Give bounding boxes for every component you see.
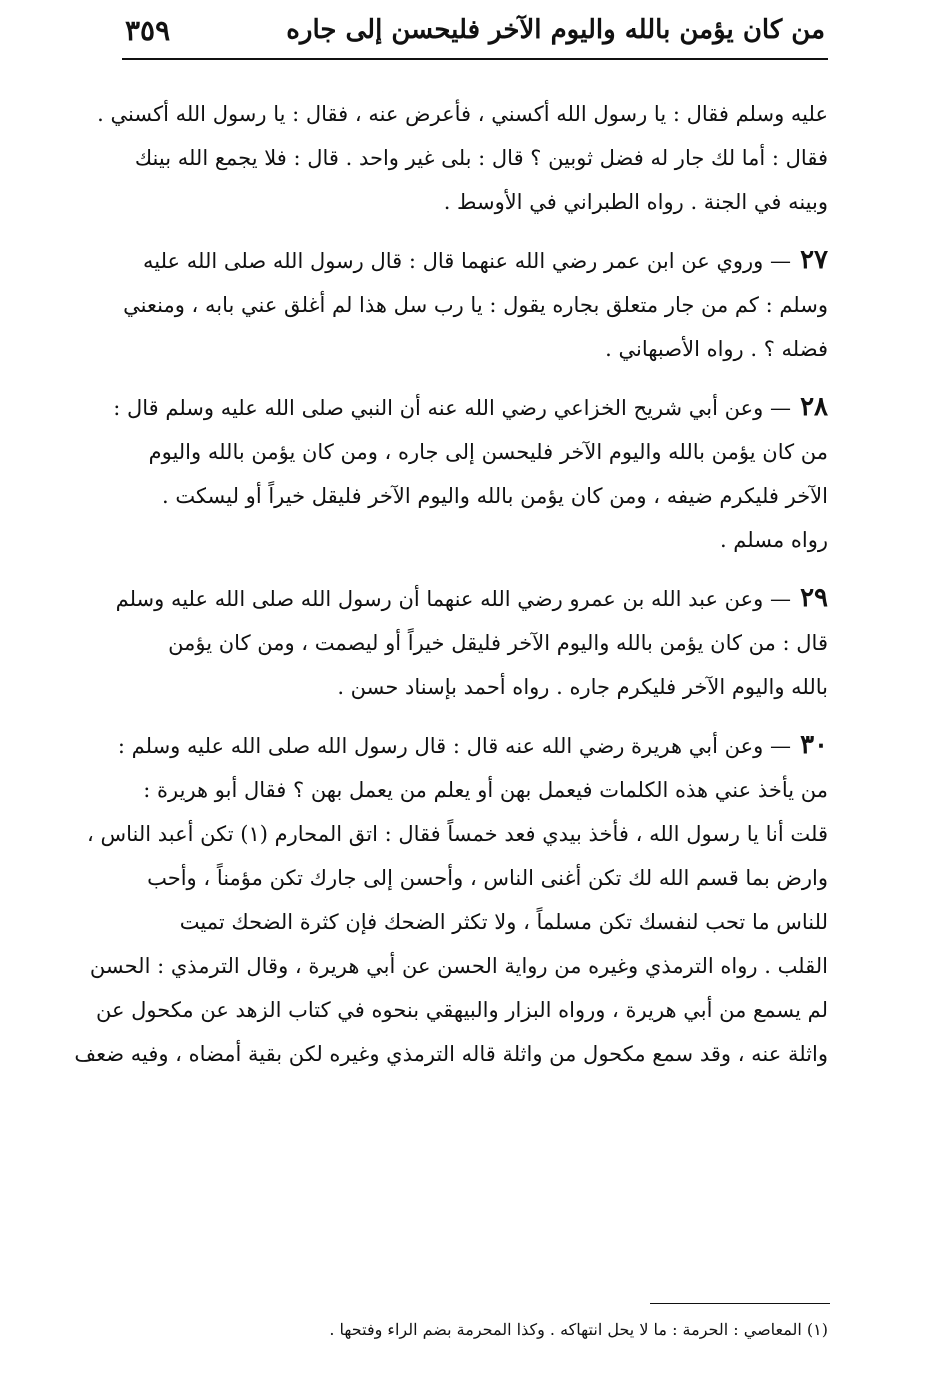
line-text: واثلة عنه ، وقد سمع مكحول من واثلة قاله الترمذي وغيره لكن بقية أمضاه ، وفيه ضعف xyxy=(74,1042,828,1066)
text-line xyxy=(115,576,828,621)
page-number: ٣٥٩ xyxy=(125,13,171,47)
line-text: فضله ؟ . رواه الأصبهاني . xyxy=(605,337,828,361)
line-text: — وعن أبي شريح الخزاعي رضي الله عنه أن النبي صلى الله عليه وسلم قال : xyxy=(113,396,791,420)
text-line xyxy=(122,180,828,224)
line-text: وارض بما قسم الله لك تكن أغنى الناس ، وأحسن إلى جارك تكن مؤمناً ، وأحب xyxy=(147,866,828,890)
text-line xyxy=(95,988,828,1032)
text-line xyxy=(122,665,828,709)
text-line xyxy=(74,1032,828,1076)
footnote: (١) المعاصي : الحرمة : ما لا يحل انتهاكه . وكذا المحرمة بضم الراء وفتحها . xyxy=(329,1320,828,1339)
line-text: وبينه في الجنة . رواه الطبراني في الأوسط . xyxy=(443,190,828,214)
text-line xyxy=(122,621,828,665)
line-text: للناس ما تحب لنفسك تكن مسلماً ، ولا تكثر الضحك فإن كثرة الضحك تميت xyxy=(179,910,828,934)
footnote-rule xyxy=(650,1303,830,1304)
running-title: من كان يؤمن بالله واليوم الآخر فليحسن إلى جاره xyxy=(286,15,825,45)
text-line xyxy=(122,136,828,180)
line-text: — وعن أبي هريرة رضي الله عنه قال : قال رسول الله صلى الله عليه وسلم : xyxy=(117,734,791,758)
text-line xyxy=(97,92,828,136)
line-text: قلت أنا يا رسول الله ، فأخذ بيدي فعد خمساً فقال : اتق المحارم (١) تكن أعبد الناس ، xyxy=(87,822,828,846)
line-text: لم يسمع من أبي هريرة ، ورواه البزار والبيهقي بنحوه في كتاب الزهد عن مكحول عن xyxy=(95,998,828,1022)
line-text: رواه مسلم . xyxy=(719,528,828,552)
text-line xyxy=(117,723,828,768)
text-line xyxy=(122,856,828,900)
main-text xyxy=(74,92,828,1090)
text-line xyxy=(87,812,828,856)
line-text: قال : من كان يؤمن بالله واليوم الآخر فليقل خيراً أو ليصمت ، ومن كان يؤمن xyxy=(168,631,828,655)
text-line xyxy=(122,518,828,562)
line-text: — وعن عبد الله بن عمرو رضي الله عنهما أن رسول الله صلى الله عليه وسلم xyxy=(115,587,791,611)
line-text: من كان يؤمن بالله واليوم الآخر فليحسن إلى جاره ، ومن كان يؤمن بالله واليوم xyxy=(148,440,828,464)
text-line xyxy=(113,385,828,430)
line-text: من يأخذ عني هذه الكلمات فيعمل بهن أو يعلم من يعمل بهن ؟ فقال أبو هريرة : xyxy=(143,778,828,802)
paragraph xyxy=(122,238,828,371)
text-line xyxy=(122,430,828,474)
hadith-number: ٢٨ xyxy=(791,392,828,422)
text-line xyxy=(89,944,828,988)
header-rule xyxy=(122,58,828,60)
text-line xyxy=(122,283,828,327)
text-line xyxy=(122,474,828,518)
line-text: الآخر فليكرم ضيفه ، ومن كان يؤمن بالله واليوم الآخر فليقل خيراً أو ليسكت . xyxy=(161,484,828,508)
text-line xyxy=(122,238,828,283)
line-text: بالله واليوم الآخر فليكرم جاره . رواه أحمد بإسناد حسن . xyxy=(337,675,828,699)
hadith-number: ٣٠ xyxy=(791,730,828,760)
paragraph xyxy=(74,723,828,1076)
line-text: فقال : أما لك جار له فضل ثوبين ؟ قال : بلى غير واحد . قال : فلا يجمع الله بينك xyxy=(134,146,828,170)
line-text: وسلم : كم من جار متعلق بجاره يقول : يا رب سل هذا لم أغلق عني بابه ، ومنعني xyxy=(123,293,828,317)
text-line xyxy=(122,327,828,371)
running-header xyxy=(125,10,825,50)
hadith-number: ٢٧ xyxy=(791,245,828,275)
line-text: عليه وسلم فقال : يا رسول الله أكسني ، فأعرض عنه ، فقال : يا رسول الله أكسني . xyxy=(97,102,828,126)
text-line xyxy=(122,900,828,944)
paragraph xyxy=(115,576,828,709)
paragraph xyxy=(113,385,828,562)
hadith-number: ٢٩ xyxy=(791,583,828,613)
paragraph xyxy=(97,92,828,224)
line-text: — وروي عن ابن عمر رضي الله عنهما قال : قال رسول الله صلى الله عليه xyxy=(143,249,791,273)
line-text: القلب . رواه الترمذي وغيره من رواية الحسن عن أبي هريرة ، وقال الترمذي : الحسن xyxy=(89,954,828,978)
text-line xyxy=(122,768,828,812)
